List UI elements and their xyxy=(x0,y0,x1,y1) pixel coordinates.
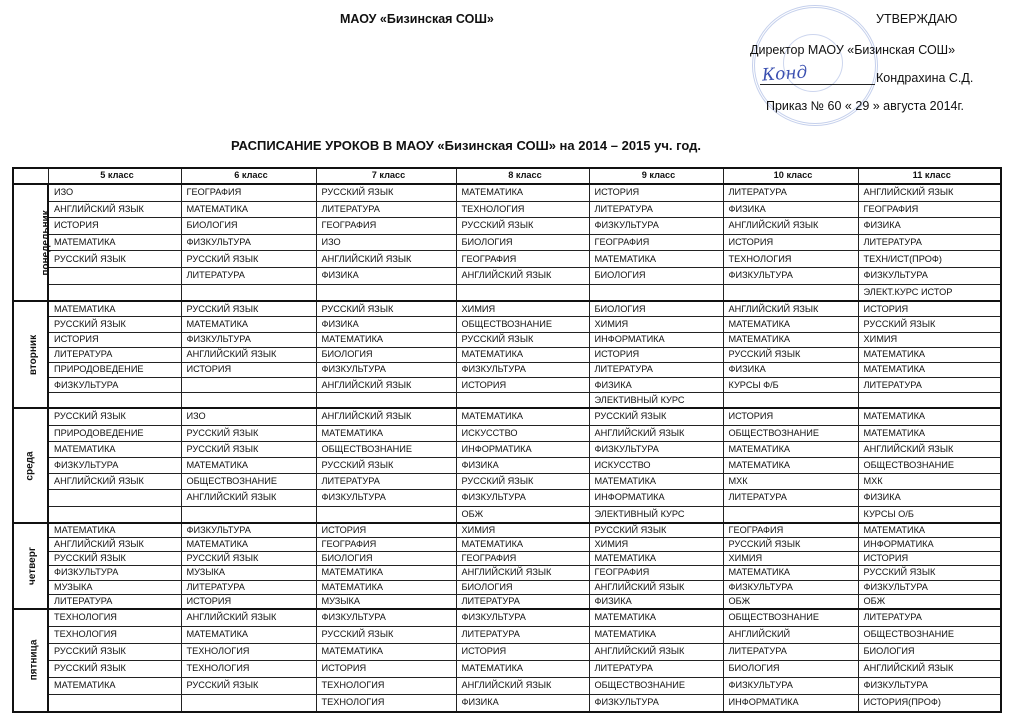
lesson-cell: РУССКИЙ ЯЗЫК xyxy=(48,251,181,268)
lesson-cell: ОБЖ xyxy=(858,594,1001,609)
lesson-cell: АНГЛИЙСКИЙ ЯЗЫК xyxy=(456,566,589,580)
lesson-cell: РУССКИЙ ЯЗЫК xyxy=(48,660,181,677)
lesson-cell: МАТЕМАТИКА xyxy=(316,332,456,347)
lesson-cell: АНГЛИЙСКИЙ ЯЗЫК xyxy=(181,490,316,506)
lesson-cell: ИНФОРМАТИКА xyxy=(589,332,723,347)
lesson-cell: ФИЗИКА xyxy=(456,458,589,474)
class-header: 5 класс xyxy=(48,168,181,184)
lesson-row xyxy=(13,378,1001,393)
lesson-row xyxy=(13,594,1001,609)
lesson-cell: РУССКИЙ ЯЗЫК xyxy=(316,184,456,201)
order-reference: Приказ № 60 « 29 » августа 2014г. xyxy=(766,99,964,113)
lesson-cell: МАТЕМАТИКА xyxy=(181,317,316,332)
lesson-cell: МАТЕМАТИКА xyxy=(48,234,181,251)
lesson-cell: БИОЛОГИЯ xyxy=(316,552,456,566)
lesson-row xyxy=(13,317,1001,332)
lesson-cell xyxy=(589,284,723,301)
lesson-cell: БИОЛОГИЯ xyxy=(589,301,723,317)
lesson-cell: МАТЕМАТИКА xyxy=(589,609,723,627)
lesson-cell: ИСТОРИЯ xyxy=(858,301,1001,317)
lesson-cell xyxy=(456,284,589,301)
lesson-cell: РУССКИЙ ЯЗЫК xyxy=(723,537,858,551)
lesson-cell: ЛИТЕРАТУРА xyxy=(858,609,1001,627)
lesson-cell: МАТЕМАТИКА xyxy=(181,201,316,218)
lesson-cell: ИСТОРИЯ xyxy=(456,643,589,660)
lesson-row xyxy=(13,284,1001,301)
lesson-cell: РУССКИЙ ЯЗЫК xyxy=(48,317,181,332)
lesson-cell: ГЕОГРАФИЯ xyxy=(589,566,723,580)
lesson-cell: ФИЗКУЛЬТУРА xyxy=(858,580,1001,594)
lesson-cell: ЛИТЕРАТУРА xyxy=(456,626,589,643)
day-label-cell xyxy=(13,408,48,522)
lesson-cell: БИОЛОГИЯ xyxy=(858,643,1001,660)
day-group-0 xyxy=(13,184,1001,301)
lesson-cell: ИСТОРИЯ xyxy=(316,523,456,538)
lesson-cell: ТЕХНОЛОГИЯ xyxy=(316,677,456,694)
lesson-cell: РУССКИЙ ЯЗЫК xyxy=(181,552,316,566)
lesson-cell: ЛИТЕРАТУРА xyxy=(48,594,181,609)
lesson-cell: ЭЛЕКТИВНЫЙ КУРС xyxy=(589,393,723,409)
lesson-cell: ТЕХНОЛОГИЯ xyxy=(48,609,181,627)
lesson-cell xyxy=(316,284,456,301)
lesson-cell: РУССКИЙ ЯЗЫК xyxy=(589,408,723,425)
lesson-cell: АНГЛИЙСКИЙ ЯЗЫК xyxy=(456,267,589,284)
lesson-row xyxy=(13,332,1001,347)
lesson-cell: ЛИТЕРАТУРА xyxy=(316,201,456,218)
lesson-cell: МАТЕМАТИКА xyxy=(456,537,589,551)
lesson-cell: ФИЗКУЛЬТУРА xyxy=(48,458,181,474)
lesson-cell xyxy=(181,393,316,409)
lesson-cell: ГЕОГРАФИЯ xyxy=(181,184,316,201)
lesson-cell: БИОЛОГИЯ xyxy=(316,347,456,362)
lesson-cell: АНГЛИЙСКИЙ ЯЗЫК xyxy=(48,474,181,490)
lesson-row xyxy=(13,347,1001,362)
lesson-cell: ФИЗКУЛЬТУРА xyxy=(316,490,456,506)
lesson-cell: МАТЕМАТИКА xyxy=(723,441,858,457)
lesson-cell: АНГЛИЙСКИЙ ЯЗЫК xyxy=(316,408,456,425)
lesson-cell: МАТЕМАТИКА xyxy=(858,523,1001,538)
lesson-cell xyxy=(48,393,181,409)
lesson-row xyxy=(13,552,1001,566)
lesson-cell: МАТЕМАТИКА xyxy=(316,580,456,594)
lesson-cell: ИНФОРМАТИКА xyxy=(723,694,858,712)
lesson-cell: МАТЕМАТИКА xyxy=(858,425,1001,441)
lesson-cell: ОБЩЕСТВОЗНАНИЕ xyxy=(316,441,456,457)
lesson-cell: ИЗО xyxy=(48,184,181,201)
lesson-cell: ТЕХНОЛОГИЯ xyxy=(181,643,316,660)
lesson-row xyxy=(13,660,1001,677)
lesson-cell: ИСТОРИЯ xyxy=(589,347,723,362)
lesson-cell: ФИЗКУЛЬТУРА xyxy=(589,694,723,712)
lesson-cell: ГЕОГРАФИЯ xyxy=(456,552,589,566)
lesson-row xyxy=(13,490,1001,506)
lesson-cell: РУССКИЙ ЯЗЫК xyxy=(181,301,316,317)
lesson-cell: ИСКУССТВО xyxy=(589,458,723,474)
lesson-cell: ФИЗКУЛЬТУРА xyxy=(589,218,723,235)
lesson-cell: ЛИТЕРАТУРА xyxy=(589,660,723,677)
lesson-row xyxy=(13,580,1001,594)
lesson-cell: ФИЗКУЛЬТУРА xyxy=(589,441,723,457)
lesson-cell: ФИЗКУЛЬТУРА xyxy=(723,580,858,594)
lesson-cell: ИСТОРИЯ xyxy=(723,234,858,251)
lesson-cell: ОБЩЕСТВОЗНАНИЕ xyxy=(858,458,1001,474)
lesson-cell: ФИЗКУЛЬТУРА xyxy=(723,267,858,284)
lesson-cell xyxy=(48,267,181,284)
table-header-row xyxy=(13,168,1001,184)
day-group-3 xyxy=(13,523,1001,609)
lesson-cell: БИОЛОГИЯ xyxy=(723,660,858,677)
lesson-cell: ИЗО xyxy=(181,408,316,425)
lesson-cell: ФИЗИКА xyxy=(589,594,723,609)
lesson-cell: ОБЖ xyxy=(723,594,858,609)
lesson-cell: МАТЕМАТИКА xyxy=(858,362,1001,377)
lesson-cell: ИСТОРИЯ xyxy=(181,362,316,377)
lesson-cell: ФИЗИКА xyxy=(723,201,858,218)
lesson-row xyxy=(13,201,1001,218)
day-header xyxy=(13,168,48,184)
director-signature: Конд xyxy=(761,62,809,86)
class-header: 10 класс xyxy=(723,168,858,184)
lesson-cell: ГЕОГРАФИЯ xyxy=(723,523,858,538)
school-name: МАОУ «Бизинская СОШ» xyxy=(340,12,494,26)
page-title: РАСПИСАНИЕ УРОКОВ В МАОУ «Бизинская СОШ» на 2014 – 2015 уч. год. xyxy=(231,138,702,153)
lesson-cell: ОБЖ xyxy=(456,506,589,523)
lesson-cell: РУССКИЙ ЯЗЫК xyxy=(48,408,181,425)
lesson-cell: ОБЩЕСТВОЗНАНИЕ xyxy=(723,425,858,441)
lesson-cell: РУССКИЙ ЯЗЫК xyxy=(456,218,589,235)
lesson-cell xyxy=(48,284,181,301)
lesson-cell: РУССКИЙ ЯЗЫК xyxy=(858,566,1001,580)
lesson-cell: РУССКИЙ ЯЗЫК xyxy=(181,425,316,441)
class-header: 6 класс xyxy=(181,168,316,184)
lesson-cell: МУЗЫКА xyxy=(316,594,456,609)
lesson-cell: АНГЛИЙСКИЙ xyxy=(723,626,858,643)
day-label-cell xyxy=(13,301,48,408)
lesson-cell: ОБЩЕСТВОЗНАНИЕ xyxy=(589,677,723,694)
lesson-cell: ФИЗКУЛЬТУРА xyxy=(316,362,456,377)
lesson-cell: ПРИРОДОВЕДЕНИЕ xyxy=(48,425,181,441)
lesson-row xyxy=(13,458,1001,474)
class-header: 7 класс xyxy=(316,168,456,184)
lesson-cell: ТЕХНОЛОГИЯ xyxy=(456,201,589,218)
lesson-cell: МАТЕМАТИКА xyxy=(48,523,181,538)
lesson-cell xyxy=(456,393,589,409)
lesson-row xyxy=(13,393,1001,409)
day-group-4 xyxy=(13,609,1001,712)
lesson-cell: МАТЕМАТИКА xyxy=(589,474,723,490)
lesson-row xyxy=(13,301,1001,317)
lesson-cell: АНГЛИЙСКИЙ ЯЗЫК xyxy=(858,184,1001,201)
lesson-cell: РУССКИЙ ЯЗЫК xyxy=(48,552,181,566)
lesson-cell: МАТЕМАТИКА xyxy=(589,251,723,268)
lesson-cell xyxy=(316,393,456,409)
lesson-cell: ФИЗКУЛЬТУРА xyxy=(858,267,1001,284)
lesson-cell xyxy=(48,506,181,523)
lesson-cell: РУССКИЙ ЯЗЫК xyxy=(723,347,858,362)
lesson-row xyxy=(13,425,1001,441)
lesson-cell: ИЗО xyxy=(316,234,456,251)
day-label: пятница xyxy=(28,640,40,681)
lesson-cell: ЛИТЕРАТУРА xyxy=(723,643,858,660)
lesson-cell: ХИМИЯ xyxy=(456,523,589,538)
lesson-row xyxy=(13,523,1001,538)
lesson-cell: АНГЛИЙСКИЙ ЯЗЫК xyxy=(316,378,456,393)
lesson-cell: ФИЗКУЛЬТУРА xyxy=(181,332,316,347)
lesson-row xyxy=(13,251,1001,268)
lesson-cell: РУССКИЙ ЯЗЫК xyxy=(316,458,456,474)
lesson-cell: ИСТОРИЯ xyxy=(48,218,181,235)
lesson-cell: ФИЗКУЛЬТУРА xyxy=(48,566,181,580)
lesson-cell: ИСКУССТВО xyxy=(456,425,589,441)
lesson-cell: АНГЛИЙСКИЙ ЯЗЫК xyxy=(48,201,181,218)
lesson-cell: МУЗЫКА xyxy=(48,580,181,594)
lesson-cell: ТЕХНОЛОГИЯ xyxy=(723,251,858,268)
lesson-cell: БИОЛОГИЯ xyxy=(456,580,589,594)
lesson-row xyxy=(13,626,1001,643)
lesson-cell: АНГЛИЙСКИЙ ЯЗЫК xyxy=(858,660,1001,677)
lesson-cell: ОБЩЕСТВОЗНАНИЕ xyxy=(858,626,1001,643)
lesson-cell: МАТЕМАТИКА xyxy=(181,537,316,551)
lesson-cell: МАТЕМАТИКА xyxy=(723,458,858,474)
lesson-cell: ЛИТЕРАТУРА xyxy=(858,234,1001,251)
lesson-cell: МАТЕМАТИКА xyxy=(48,441,181,457)
lesson-cell: РУССКИЙ ЯЗЫК xyxy=(316,626,456,643)
lesson-cell: ЭЛЕКТ.КУРС ИСТОР xyxy=(858,284,1001,301)
lesson-cell: ФИЗКУЛЬТУРА xyxy=(48,378,181,393)
lesson-cell: ИСТОРИЯ xyxy=(316,660,456,677)
lesson-cell: ИСТОРИЯ xyxy=(858,552,1001,566)
lesson-cell: РУССКИЙ ЯЗЫК xyxy=(858,317,1001,332)
lesson-cell: ФИЗКУЛЬТУРА xyxy=(858,677,1001,694)
lesson-cell: ЛИТЕРАТУРА xyxy=(723,490,858,506)
lesson-cell: МАТЕМАТИКА xyxy=(723,317,858,332)
lesson-cell: МХК xyxy=(858,474,1001,490)
lesson-cell: ТЕХН/ИСТ(ПРОФ) xyxy=(858,251,1001,268)
lesson-cell: РУССКИЙ ЯЗЫК xyxy=(456,474,589,490)
lesson-cell: ФИЗКУЛЬТУРА xyxy=(456,490,589,506)
lesson-row xyxy=(13,362,1001,377)
lesson-cell: БИОЛОГИЯ xyxy=(181,218,316,235)
lesson-cell: АНГЛИЙСКИЙ ЯЗЫК xyxy=(589,643,723,660)
lesson-cell: ЛИТЕРАТУРА xyxy=(181,580,316,594)
lesson-cell: ИСТОРИЯ xyxy=(181,594,316,609)
lesson-cell: ЛИТЕРАТУРА xyxy=(48,347,181,362)
day-label-cell xyxy=(13,184,52,301)
lesson-cell: МАТЕМАТИКА xyxy=(589,552,723,566)
lesson-cell: ФИЗИКА xyxy=(589,378,723,393)
lesson-cell xyxy=(858,393,1001,409)
lesson-cell: ГЕОГРАФИЯ xyxy=(858,201,1001,218)
lesson-cell: ИСТОРИЯ xyxy=(589,184,723,201)
lesson-cell: РУССКИЙ ЯЗЫК xyxy=(456,332,589,347)
lesson-cell: КУРСЫ Ф/Б xyxy=(723,378,858,393)
lesson-cell: БИОЛОГИЯ xyxy=(589,267,723,284)
lesson-row xyxy=(13,506,1001,523)
lesson-cell: РУССКИЙ ЯЗЫК xyxy=(48,643,181,660)
lesson-cell: ИСТОРИЯ xyxy=(723,408,858,425)
lesson-cell: АНГЛИЙСКИЙ ЯЗЫК xyxy=(858,441,1001,457)
lesson-cell: ФИЗИКА xyxy=(316,267,456,284)
lesson-cell: АНГЛИЙСКИЙ ЯЗЫК xyxy=(181,347,316,362)
day-label: четверг xyxy=(26,546,38,585)
lesson-cell: МАТЕМАТИКА xyxy=(316,643,456,660)
lesson-cell: МАТЕМАТИКА xyxy=(858,408,1001,425)
lesson-cell: МАТЕМАТИКА xyxy=(316,566,456,580)
lesson-cell: БИОЛОГИЯ xyxy=(456,234,589,251)
lesson-cell: АНГЛИЙСКИЙ ЯЗЫК xyxy=(723,218,858,235)
lesson-cell: РУССКИЙ ЯЗЫК xyxy=(181,441,316,457)
lesson-cell: ОБЩЕСТВОЗНАНИЕ xyxy=(181,474,316,490)
lesson-row xyxy=(13,234,1001,251)
lesson-cell xyxy=(181,378,316,393)
lesson-cell: ОБЩЕСТВОЗНАНИЕ xyxy=(456,317,589,332)
approval-label: УТВЕРЖДАЮ xyxy=(876,12,958,26)
lesson-cell: ИСТОРИЯ xyxy=(456,378,589,393)
lesson-cell: ГЕОГРАФИЯ xyxy=(589,234,723,251)
lesson-cell xyxy=(723,506,858,523)
lesson-cell: АНГЛИЙСКИЙ ЯЗЫК xyxy=(589,580,723,594)
lesson-cell xyxy=(48,490,181,506)
lesson-cell: МАТЕМАТИКА xyxy=(181,458,316,474)
lesson-cell: АНГЛИЙСКИЙ ЯЗЫК xyxy=(723,301,858,317)
day-label: понедельник xyxy=(40,209,52,276)
day-label-cell xyxy=(13,609,48,712)
lesson-row xyxy=(13,537,1001,551)
lesson-cell xyxy=(316,506,456,523)
lesson-cell: ЛИТЕРАТУРА xyxy=(589,362,723,377)
director-name: Кондрахина С.Д. xyxy=(876,71,974,85)
lesson-cell: РУССКИЙ ЯЗЫК xyxy=(316,301,456,317)
lesson-cell: ФИЗКУЛЬТУРА xyxy=(456,362,589,377)
lesson-row xyxy=(13,566,1001,580)
director-title: Директор МАОУ «Бизинская СОШ» xyxy=(750,43,956,57)
lesson-row xyxy=(13,643,1001,660)
lesson-cell: ИНФОРМАТИКА xyxy=(456,441,589,457)
lesson-cell: ЭЛЕКТИВНЫЙ КУРС xyxy=(589,506,723,523)
signature-line xyxy=(760,84,875,85)
lesson-cell: МАТЕМАТИКА xyxy=(48,301,181,317)
lesson-cell: КУРСЫ О/Б xyxy=(858,506,1001,523)
lesson-cell: РУССКИЙ ЯЗЫК xyxy=(589,523,723,538)
lesson-cell: ФИЗКУЛЬТУРА xyxy=(456,609,589,627)
lesson-cell: ХИМИЯ xyxy=(589,537,723,551)
lesson-row xyxy=(13,677,1001,694)
lesson-cell: АНГЛИЙСКИЙ ЯЗЫК xyxy=(181,609,316,627)
lesson-cell: ОБЩЕСТВОЗНАНИЕ xyxy=(723,609,858,627)
lesson-row xyxy=(13,267,1001,284)
lesson-cell: ИСТОРИЯ(ПРОФ) xyxy=(858,694,1001,712)
lesson-cell: ФИЗКУЛЬТУРА xyxy=(181,234,316,251)
lesson-cell: ФИЗКУЛЬТУРА xyxy=(316,609,456,627)
lesson-cell: ЛИТЕРАТУРА xyxy=(589,201,723,218)
lesson-cell: ТЕХНОЛОГИЯ xyxy=(316,694,456,712)
lesson-cell: ПРИРОДОВЕДЕНИЕ xyxy=(48,362,181,377)
lesson-cell xyxy=(48,694,181,712)
lesson-cell: ИСТОРИЯ xyxy=(48,332,181,347)
lesson-cell: АНГЛИЙСКИЙ ЯЗЫК xyxy=(316,251,456,268)
day-label: вторник xyxy=(28,334,40,375)
lesson-cell: РУССКИЙ ЯЗЫК xyxy=(181,251,316,268)
lesson-cell: ФИЗИКА xyxy=(723,362,858,377)
lesson-cell: РУССКИЙ ЯЗЫК xyxy=(181,677,316,694)
lesson-cell: ГЕОГРАФИЯ xyxy=(316,218,456,235)
lesson-row xyxy=(13,609,1001,627)
lesson-row xyxy=(13,694,1001,712)
lesson-cell: ФИЗИКА xyxy=(858,218,1001,235)
class-header: 11 класс xyxy=(858,168,1001,184)
lesson-cell: ЛИТЕРАТУРА xyxy=(316,474,456,490)
lesson-cell: МАТЕМАТИКА xyxy=(316,425,456,441)
lesson-cell: ЛИТЕРАТУРА xyxy=(181,267,316,284)
lesson-cell: ГЕОГРАФИЯ xyxy=(316,537,456,551)
day-group-1 xyxy=(13,301,1001,408)
lesson-cell: АНГЛИЙСКИЙ ЯЗЫК xyxy=(48,537,181,551)
lesson-cell: МАТЕМАТИКА xyxy=(181,626,316,643)
lesson-cell: ИНФОРМАТИКА xyxy=(858,537,1001,551)
lesson-cell: МУЗЫКА xyxy=(181,566,316,580)
lesson-cell: МАТЕМАТИКА xyxy=(456,184,589,201)
lesson-cell: МАТЕМАТИКА xyxy=(723,566,858,580)
lesson-row xyxy=(13,218,1001,235)
lesson-cell: ФИЗИКА xyxy=(456,694,589,712)
day-label: среда xyxy=(24,451,36,481)
lesson-cell: ГЕОГРАФИЯ xyxy=(456,251,589,268)
lesson-cell: ФИЗИКА xyxy=(858,490,1001,506)
lesson-cell: ХИМИЯ xyxy=(456,301,589,317)
lesson-cell: АНГЛИЙСКИЙ ЯЗЫК xyxy=(456,677,589,694)
lesson-row xyxy=(13,441,1001,457)
lesson-cell: АНГЛИЙСКИЙ ЯЗЫК xyxy=(589,425,723,441)
lesson-cell: МАТЕМАТИКА xyxy=(456,347,589,362)
lesson-cell: МАТЕМАТИКА xyxy=(456,408,589,425)
lesson-cell: МАТЕМАТИКА xyxy=(589,626,723,643)
class-header: 8 класс xyxy=(456,168,589,184)
lesson-cell: ТЕХНОЛОГИЯ xyxy=(181,660,316,677)
lesson-row xyxy=(13,474,1001,490)
lesson-cell: ХИМИЯ xyxy=(858,332,1001,347)
class-header: 9 класс xyxy=(589,168,723,184)
schedule-table xyxy=(12,167,1002,713)
lesson-cell: ЛИТЕРАТУРА xyxy=(858,378,1001,393)
day-label-cell xyxy=(13,523,48,609)
lesson-cell: МАТЕМАТИКА xyxy=(456,660,589,677)
lesson-row xyxy=(13,408,1001,425)
lesson-cell: ЛИТЕРАТУРА xyxy=(723,184,858,201)
lesson-cell: МАТЕМАТИКА xyxy=(48,677,181,694)
lesson-cell: ФИЗИКА xyxy=(316,317,456,332)
lesson-cell: ХИМИЯ xyxy=(723,552,858,566)
lesson-cell: МАТЕМАТИКА xyxy=(858,347,1001,362)
lesson-cell xyxy=(723,284,858,301)
lesson-cell xyxy=(181,284,316,301)
lesson-cell: ЛИТЕРАТУРА xyxy=(456,594,589,609)
lesson-cell: ТЕХНОЛОГИЯ xyxy=(48,626,181,643)
lesson-cell xyxy=(181,506,316,523)
day-group-2 xyxy=(13,408,1001,522)
lesson-cell: ФИЗКУЛЬТУРА xyxy=(181,523,316,538)
lesson-cell: МАТЕМАТИКА xyxy=(723,332,858,347)
lesson-cell: ХИМИЯ xyxy=(589,317,723,332)
lesson-cell: ИНФОРМАТИКА xyxy=(589,490,723,506)
lesson-row xyxy=(13,184,1001,201)
lesson-cell: МХК xyxy=(723,474,858,490)
lesson-cell xyxy=(181,694,316,712)
lesson-cell xyxy=(723,393,858,409)
lesson-cell: ФИЗКУЛЬТУРА xyxy=(723,677,858,694)
